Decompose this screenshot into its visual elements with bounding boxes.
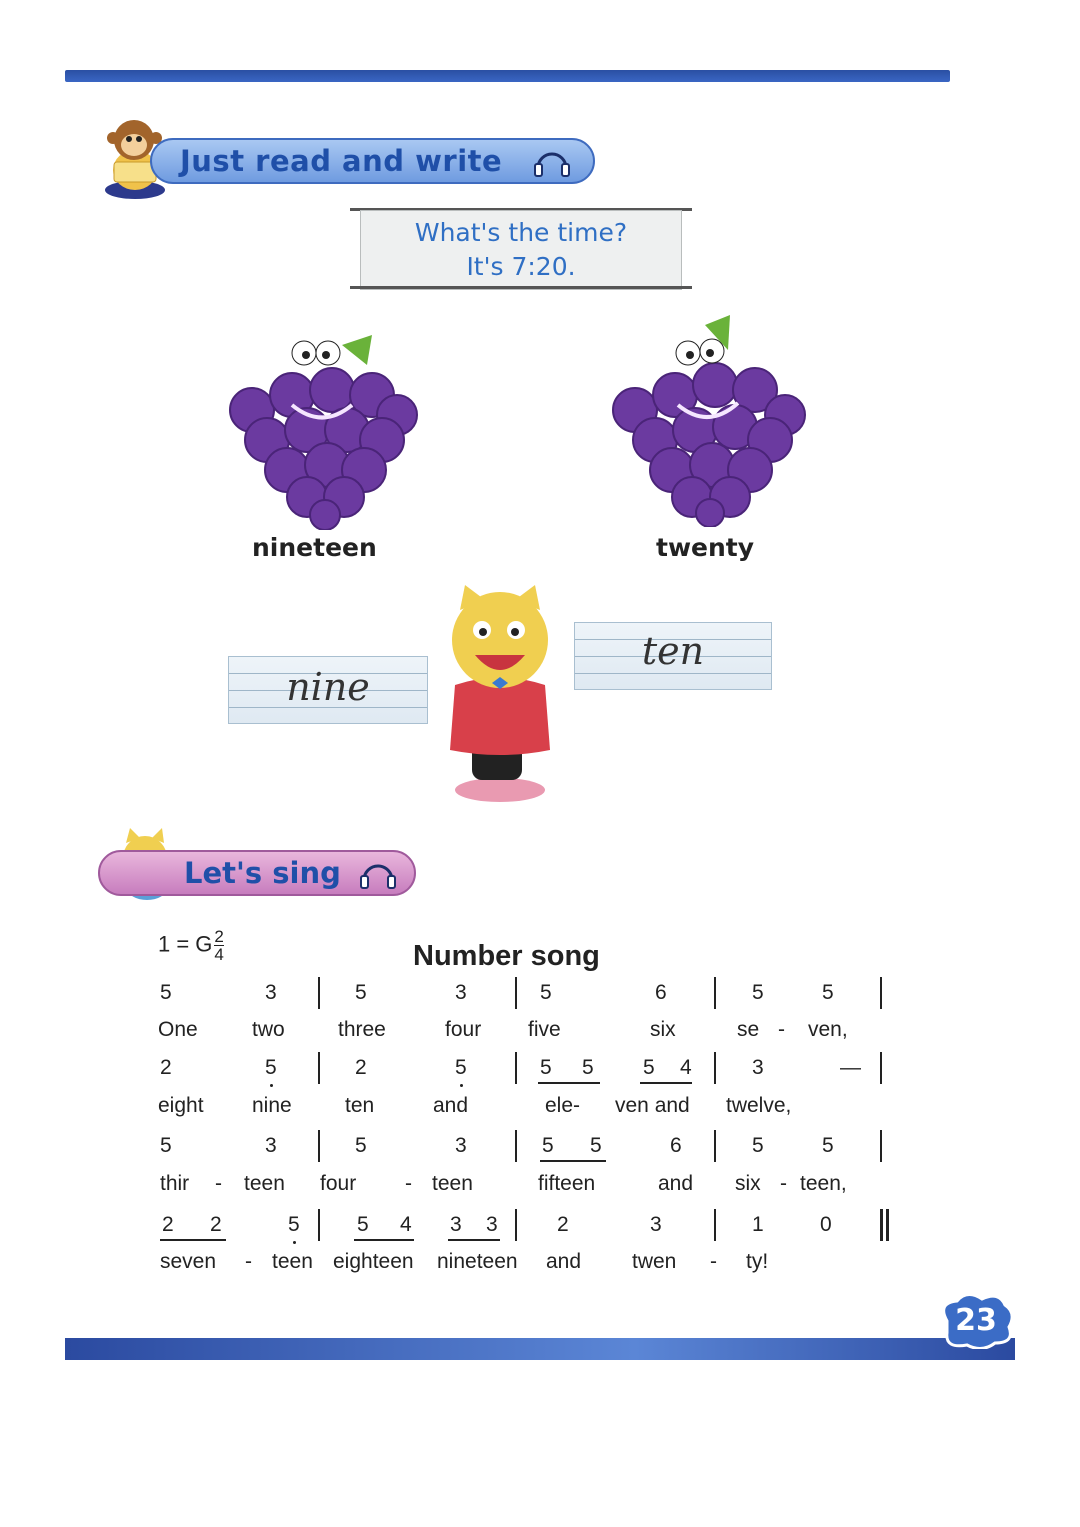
lyric-word: ele- <box>545 1094 581 1117</box>
bar-line <box>318 1130 320 1162</box>
beam-underline <box>640 1082 692 1084</box>
bar-line <box>515 1052 517 1084</box>
bar-line <box>880 977 882 1009</box>
bar-line <box>318 1052 320 1084</box>
note: 2 <box>355 1056 367 1079</box>
note: 5 <box>160 1134 172 1157</box>
lyric-word: seven <box>160 1250 217 1273</box>
lyric-word: eighteen <box>333 1250 414 1273</box>
grapes-label-right: twenty <box>656 533 755 562</box>
lyric-word: five <box>528 1018 561 1041</box>
bar-line <box>318 1209 320 1241</box>
lyric-word: six <box>650 1018 676 1041</box>
octave-dot <box>293 1241 296 1244</box>
page-number: 23 <box>955 1303 997 1338</box>
beam-underline <box>538 1082 600 1084</box>
note: 3 <box>455 981 467 1004</box>
lyric-word: nine <box>252 1094 292 1117</box>
note: 3 <box>265 1134 277 1157</box>
note: 5 <box>160 981 172 1004</box>
note: 5 <box>355 981 367 1004</box>
bar-line <box>880 1130 882 1162</box>
note: 5 <box>822 981 834 1004</box>
note: 5 <box>582 1056 594 1079</box>
lyric-word: three <box>338 1018 386 1041</box>
note: 5 <box>752 1134 764 1157</box>
lyric-word: - <box>778 1018 785 1041</box>
note: 3 <box>265 981 277 1004</box>
note: 5 <box>288 1213 300 1236</box>
lyric-word: - <box>245 1250 252 1273</box>
note: 0 <box>820 1213 832 1236</box>
lyric-word: teen <box>432 1172 473 1195</box>
lyric-word: se <box>737 1018 760 1041</box>
time-bottom: 4 <box>214 945 224 964</box>
note: 5 <box>752 981 764 1004</box>
note: 3 <box>486 1213 498 1236</box>
lyric-word: four <box>320 1172 357 1195</box>
octave-dot <box>460 1084 463 1087</box>
note: 5 <box>540 1056 552 1079</box>
lyric-word: nineteen <box>437 1250 518 1273</box>
lyric-word: twen <box>632 1250 677 1273</box>
lyric-word: and <box>433 1094 469 1117</box>
section-title-sing: Let's sing <box>184 856 341 890</box>
bar-line <box>880 1209 883 1241</box>
note: 3 <box>450 1213 462 1236</box>
note: 5 <box>643 1056 655 1079</box>
bar-line <box>515 1209 517 1241</box>
note: 6 <box>670 1134 682 1157</box>
headphones-icon[interactable] <box>358 858 398 890</box>
note: 5 <box>357 1213 369 1236</box>
lyric-word: teen <box>272 1250 313 1273</box>
lyric-word: fifteen <box>538 1172 596 1195</box>
lyric-word: - <box>710 1250 717 1273</box>
sign-question: What's the time? <box>414 218 628 247</box>
octave-dot <box>270 1084 273 1087</box>
lyric-word: - <box>215 1172 222 1195</box>
bar-line <box>318 977 320 1009</box>
note: 1 <box>752 1213 764 1236</box>
bar-line <box>886 1209 889 1241</box>
sign-answer: It's 7:20. <box>466 252 576 281</box>
note: 3 <box>650 1213 662 1236</box>
lyric-word: ten <box>345 1094 375 1117</box>
lyric-word: One <box>158 1018 198 1041</box>
section-title-read-write: Just read and write <box>180 144 503 178</box>
note: 5 <box>265 1056 277 1079</box>
beam-underline <box>160 1239 226 1241</box>
song-key <box>158 928 224 963</box>
note: 2 <box>160 1056 172 1079</box>
grapes-illustration-right <box>610 315 810 527</box>
top-border-bar <box>65 70 950 82</box>
note: 3 <box>752 1056 764 1079</box>
section-banner-read-write <box>150 138 595 184</box>
bar-line <box>515 977 517 1009</box>
word-card-right <box>574 622 772 690</box>
time-top: 2 <box>214 927 224 946</box>
song-title: Number song <box>413 940 600 972</box>
note: — <box>840 1056 861 1079</box>
lyric-word: four <box>445 1018 482 1041</box>
bar-line <box>714 1130 716 1162</box>
lyric-word: ven, <box>808 1018 848 1041</box>
note: 2 <box>210 1213 222 1236</box>
note: 2 <box>162 1213 174 1236</box>
note: 5 <box>355 1134 367 1157</box>
note: 5 <box>822 1134 834 1157</box>
lyric-word: eight <box>158 1094 204 1117</box>
sign-rod-bottom <box>350 286 692 289</box>
bar-line <box>714 1209 716 1241</box>
grapes-label-left: nineteen <box>252 533 377 562</box>
lyric-word: teen, <box>800 1172 847 1195</box>
grapes-illustration-left <box>222 325 422 530</box>
lyric-word: - <box>780 1172 787 1195</box>
beam-underline <box>354 1239 414 1241</box>
time-sign <box>360 210 682 290</box>
lyric-word: teen <box>244 1172 285 1195</box>
word-card-left <box>228 656 428 724</box>
note: 6 <box>655 981 667 1004</box>
time-signature <box>214 928 223 963</box>
lyric-word: thir <box>160 1172 190 1195</box>
note: 4 <box>680 1056 692 1079</box>
page-number-badge <box>937 1293 1015 1349</box>
lyric-word: ven and <box>615 1094 690 1117</box>
note: 5 <box>542 1134 554 1157</box>
bar-line <box>880 1052 882 1084</box>
lyric-word: six <box>735 1172 761 1195</box>
lyric-word: two <box>252 1018 285 1041</box>
lyric-word: - <box>405 1172 412 1195</box>
headphones-icon[interactable] <box>532 146 572 178</box>
card-word-left: nine <box>286 665 370 709</box>
bar-line <box>714 1052 716 1084</box>
bar-line <box>714 977 716 1009</box>
beam-underline <box>540 1160 606 1162</box>
bottom-border-bar <box>65 1338 1015 1360</box>
lyric-word: twelve, <box>726 1094 792 1117</box>
note: 4 <box>400 1213 412 1236</box>
bar-line <box>515 1130 517 1162</box>
note: 3 <box>455 1134 467 1157</box>
note: 5 <box>455 1056 467 1079</box>
cat-mascot-icon <box>420 585 580 807</box>
lyric-word: ty! <box>746 1250 769 1273</box>
card-word-right: ten <box>641 629 705 673</box>
lyric-word: and <box>658 1172 694 1195</box>
note: 5 <box>540 981 552 1004</box>
section-banner-sing <box>98 850 416 896</box>
beam-underline <box>448 1239 500 1241</box>
note: 2 <box>557 1213 569 1236</box>
note: 5 <box>590 1134 602 1157</box>
lyric-word: and <box>546 1250 582 1273</box>
key-signature: 1 = G <box>158 931 213 957</box>
